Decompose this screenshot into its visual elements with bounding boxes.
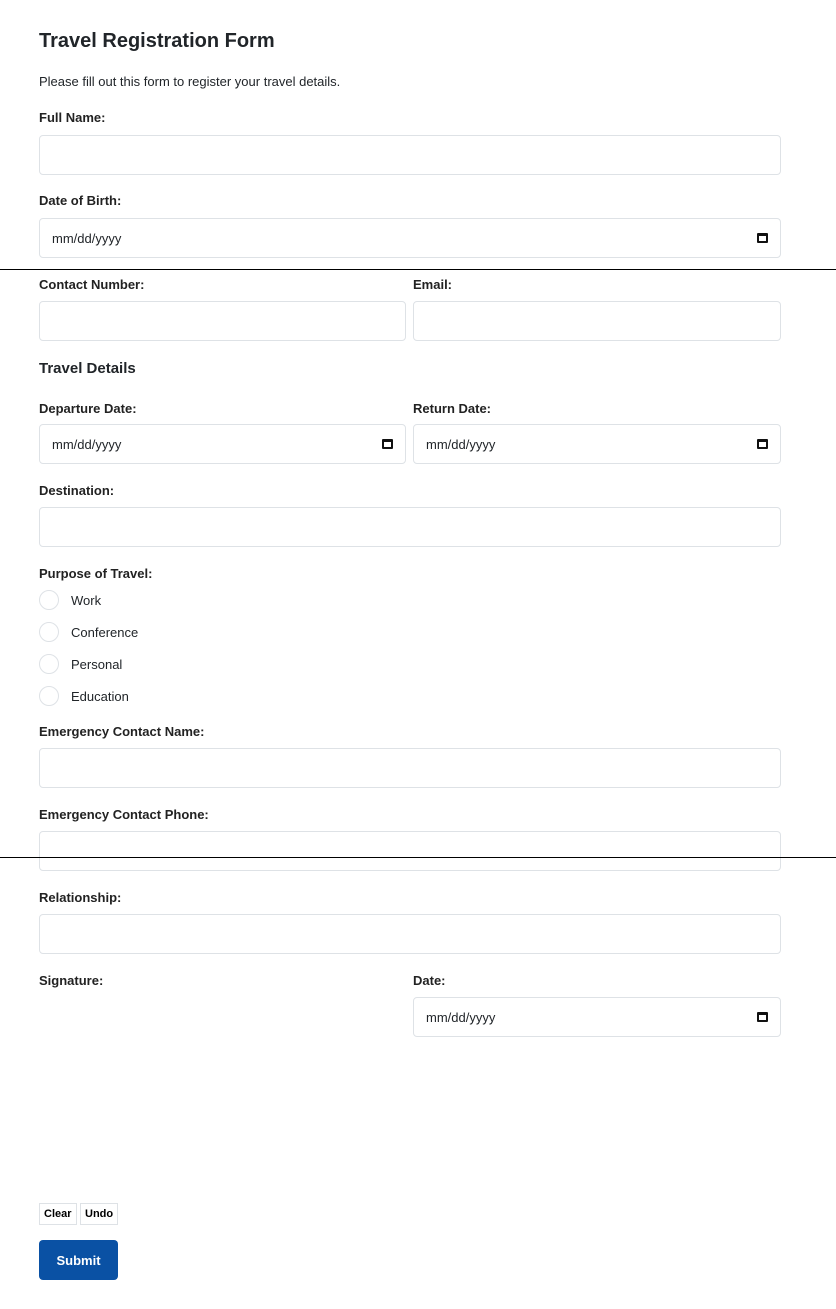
radio-button[interactable] [39,654,59,674]
page-title: Travel Registration Form [39,30,275,52]
departure-date-label: Departure Date: [39,401,137,416]
radio-label: Work [71,592,102,608]
calendar-icon[interactable] [382,439,393,449]
departure-placeholder: mm/dd/yyyy [52,436,122,452]
emergency-phone-label: Emergency Contact Phone: [39,807,209,822]
dob-label: Date of Birth: [39,193,122,208]
emergency-name-input[interactable] [39,748,781,788]
form-description: Please fill out this form to register your travel details. [39,74,341,89]
undo-button[interactable]: Undo [80,1203,118,1225]
calendar-icon[interactable] [757,439,768,449]
divider [0,269,836,270]
submit-button[interactable]: Submit [39,1240,118,1280]
full-name-label: Full Name: [39,110,106,125]
purpose-radio-personal[interactable] [39,654,122,674]
radio-label: Education [71,688,129,704]
travel-details-heading: Travel Details [39,360,136,377]
dob-input[interactable] [39,218,781,258]
calendar-icon[interactable] [757,233,768,243]
departure-date-input[interactable] [39,424,406,464]
signature-label: Signature: [39,973,104,988]
purpose-label: Purpose of Travel: [39,566,153,581]
date-placeholder: mm/dd/yyyy [426,1009,496,1025]
dob-placeholder: mm/dd/yyyy [52,230,122,246]
calendar-icon[interactable] [757,1012,768,1022]
return-placeholder: mm/dd/yyyy [426,436,496,452]
return-date-label: Return Date: [413,401,492,416]
destination-input[interactable] [39,507,781,547]
signature-date-input[interactable] [413,997,781,1037]
emergency-name-label: Emergency Contact Name: [39,724,205,739]
contact-number-input[interactable] [39,301,406,341]
radio-label: Conference [71,624,139,640]
radio-label: Personal [71,656,123,672]
radio-button[interactable] [39,686,59,706]
contact-number-label: Contact Number: [39,277,145,292]
radio-button[interactable] [39,622,59,642]
clear-button[interactable]: Clear [39,1203,77,1225]
divider [0,857,836,858]
emergency-phone-input[interactable] [39,831,781,871]
purpose-radio-work[interactable] [39,590,101,610]
return-date-input[interactable] [413,424,781,464]
signature-pad[interactable] [39,997,406,1187]
date-label: Date: [413,973,446,988]
email-label: Email: [413,277,453,292]
purpose-radio-education[interactable] [39,686,129,706]
purpose-radio-conference[interactable] [39,622,138,642]
destination-label: Destination: [39,483,115,498]
relationship-label: Relationship: [39,890,122,905]
relationship-input[interactable] [39,914,781,954]
radio-button[interactable] [39,590,59,610]
email-input[interactable] [413,301,781,341]
full-name-input[interactable] [39,135,781,175]
